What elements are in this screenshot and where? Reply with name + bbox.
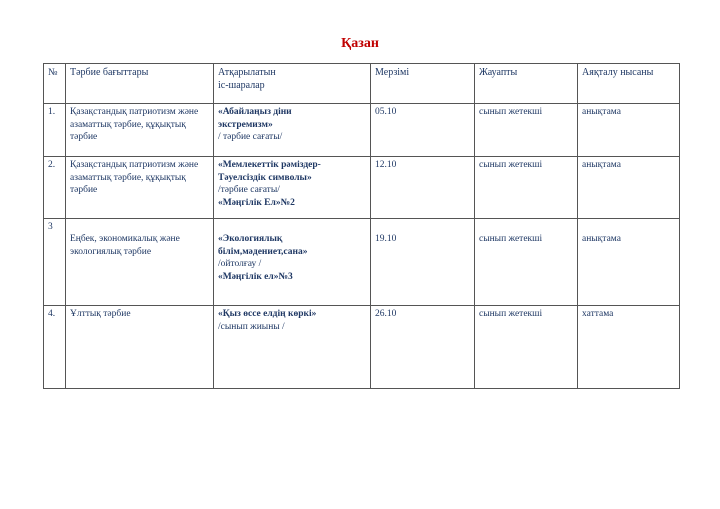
row-direction: Қазақстандық патриотизм және азаматтық тәрбие, құқықтық тәрбие (66, 104, 214, 157)
row-form: анықтама (578, 157, 680, 219)
header-activity-line-1: Атқарылатын (218, 67, 276, 78)
event-type: /сынып жиыны / (218, 321, 285, 332)
event-series: «Мәңгілік Ел»№2 (218, 197, 295, 208)
row-date: 19.10 (371, 219, 475, 306)
event-title-line: «Экологиялық (218, 234, 283, 244)
row-responsible: сынып жетекші (475, 104, 578, 157)
row-number: 1. (44, 104, 66, 157)
header-activity-line-2: іс-шаралар (218, 80, 265, 92)
event-title-line: Тәуелсіздік символы» (218, 172, 312, 183)
row-responsible: сынып жетекші (475, 157, 578, 219)
header-direction: Тәрбие бағыттары (66, 64, 214, 104)
row-date: 05.10 (371, 104, 475, 157)
header-date: Мерзімі (371, 64, 475, 104)
row-form: хаттама (578, 306, 680, 389)
event-title-line: «Абайлаңыз діни (218, 107, 292, 117)
row-number: 2. (44, 157, 66, 219)
row-number: 3 (44, 219, 66, 306)
event-series: «Мәңгілік ел»№3 (218, 271, 293, 282)
page-title: Қазан (341, 36, 379, 51)
row-responsible: сынып жетекші (475, 306, 578, 389)
row-date: 26.10 (371, 306, 475, 389)
plan-table (43, 63, 680, 389)
header-form: Аяқталу нысаны (578, 64, 680, 104)
event-title-line: «Қыз өссе елдің көркі» (218, 309, 317, 319)
event-title-line: «Мемлекеттік рәміздер- (218, 160, 321, 170)
row-direction: Қазақстандық патриотизм және азаматтық тәрбие, құқықтық тәрбие (66, 157, 214, 219)
event-title-line: білім,мәдениет,сана» (218, 246, 308, 257)
event-title-line: экстремизм» (218, 119, 273, 130)
event-type: /ойтолғау / (218, 259, 262, 270)
table-row (44, 157, 680, 219)
row-responsible: сынып жетекші (475, 219, 578, 306)
header-responsible: Жауапты (475, 64, 578, 104)
header-activity (214, 64, 371, 104)
row-event (214, 219, 371, 306)
table-row (44, 104, 680, 157)
row-number: 4. (44, 306, 66, 389)
row-date: 12.10 (371, 157, 475, 219)
row-form: анықтама (578, 219, 680, 306)
table-row (44, 219, 680, 306)
event-type: / тәрбие сағаты/ (218, 132, 283, 143)
row-direction: Ұлттық тәрбие (66, 306, 214, 389)
header-number: № (44, 64, 66, 104)
row-form: анықтама (578, 104, 680, 157)
event-type: /тәрбие сағаты/ (218, 185, 280, 196)
row-event (214, 306, 371, 389)
row-direction: Еңбек, экономикалық және экологиялық тәрбие (66, 219, 214, 306)
row-event (214, 104, 371, 157)
row-event (214, 157, 371, 219)
table-header-row (44, 64, 680, 104)
table-row (44, 306, 680, 389)
